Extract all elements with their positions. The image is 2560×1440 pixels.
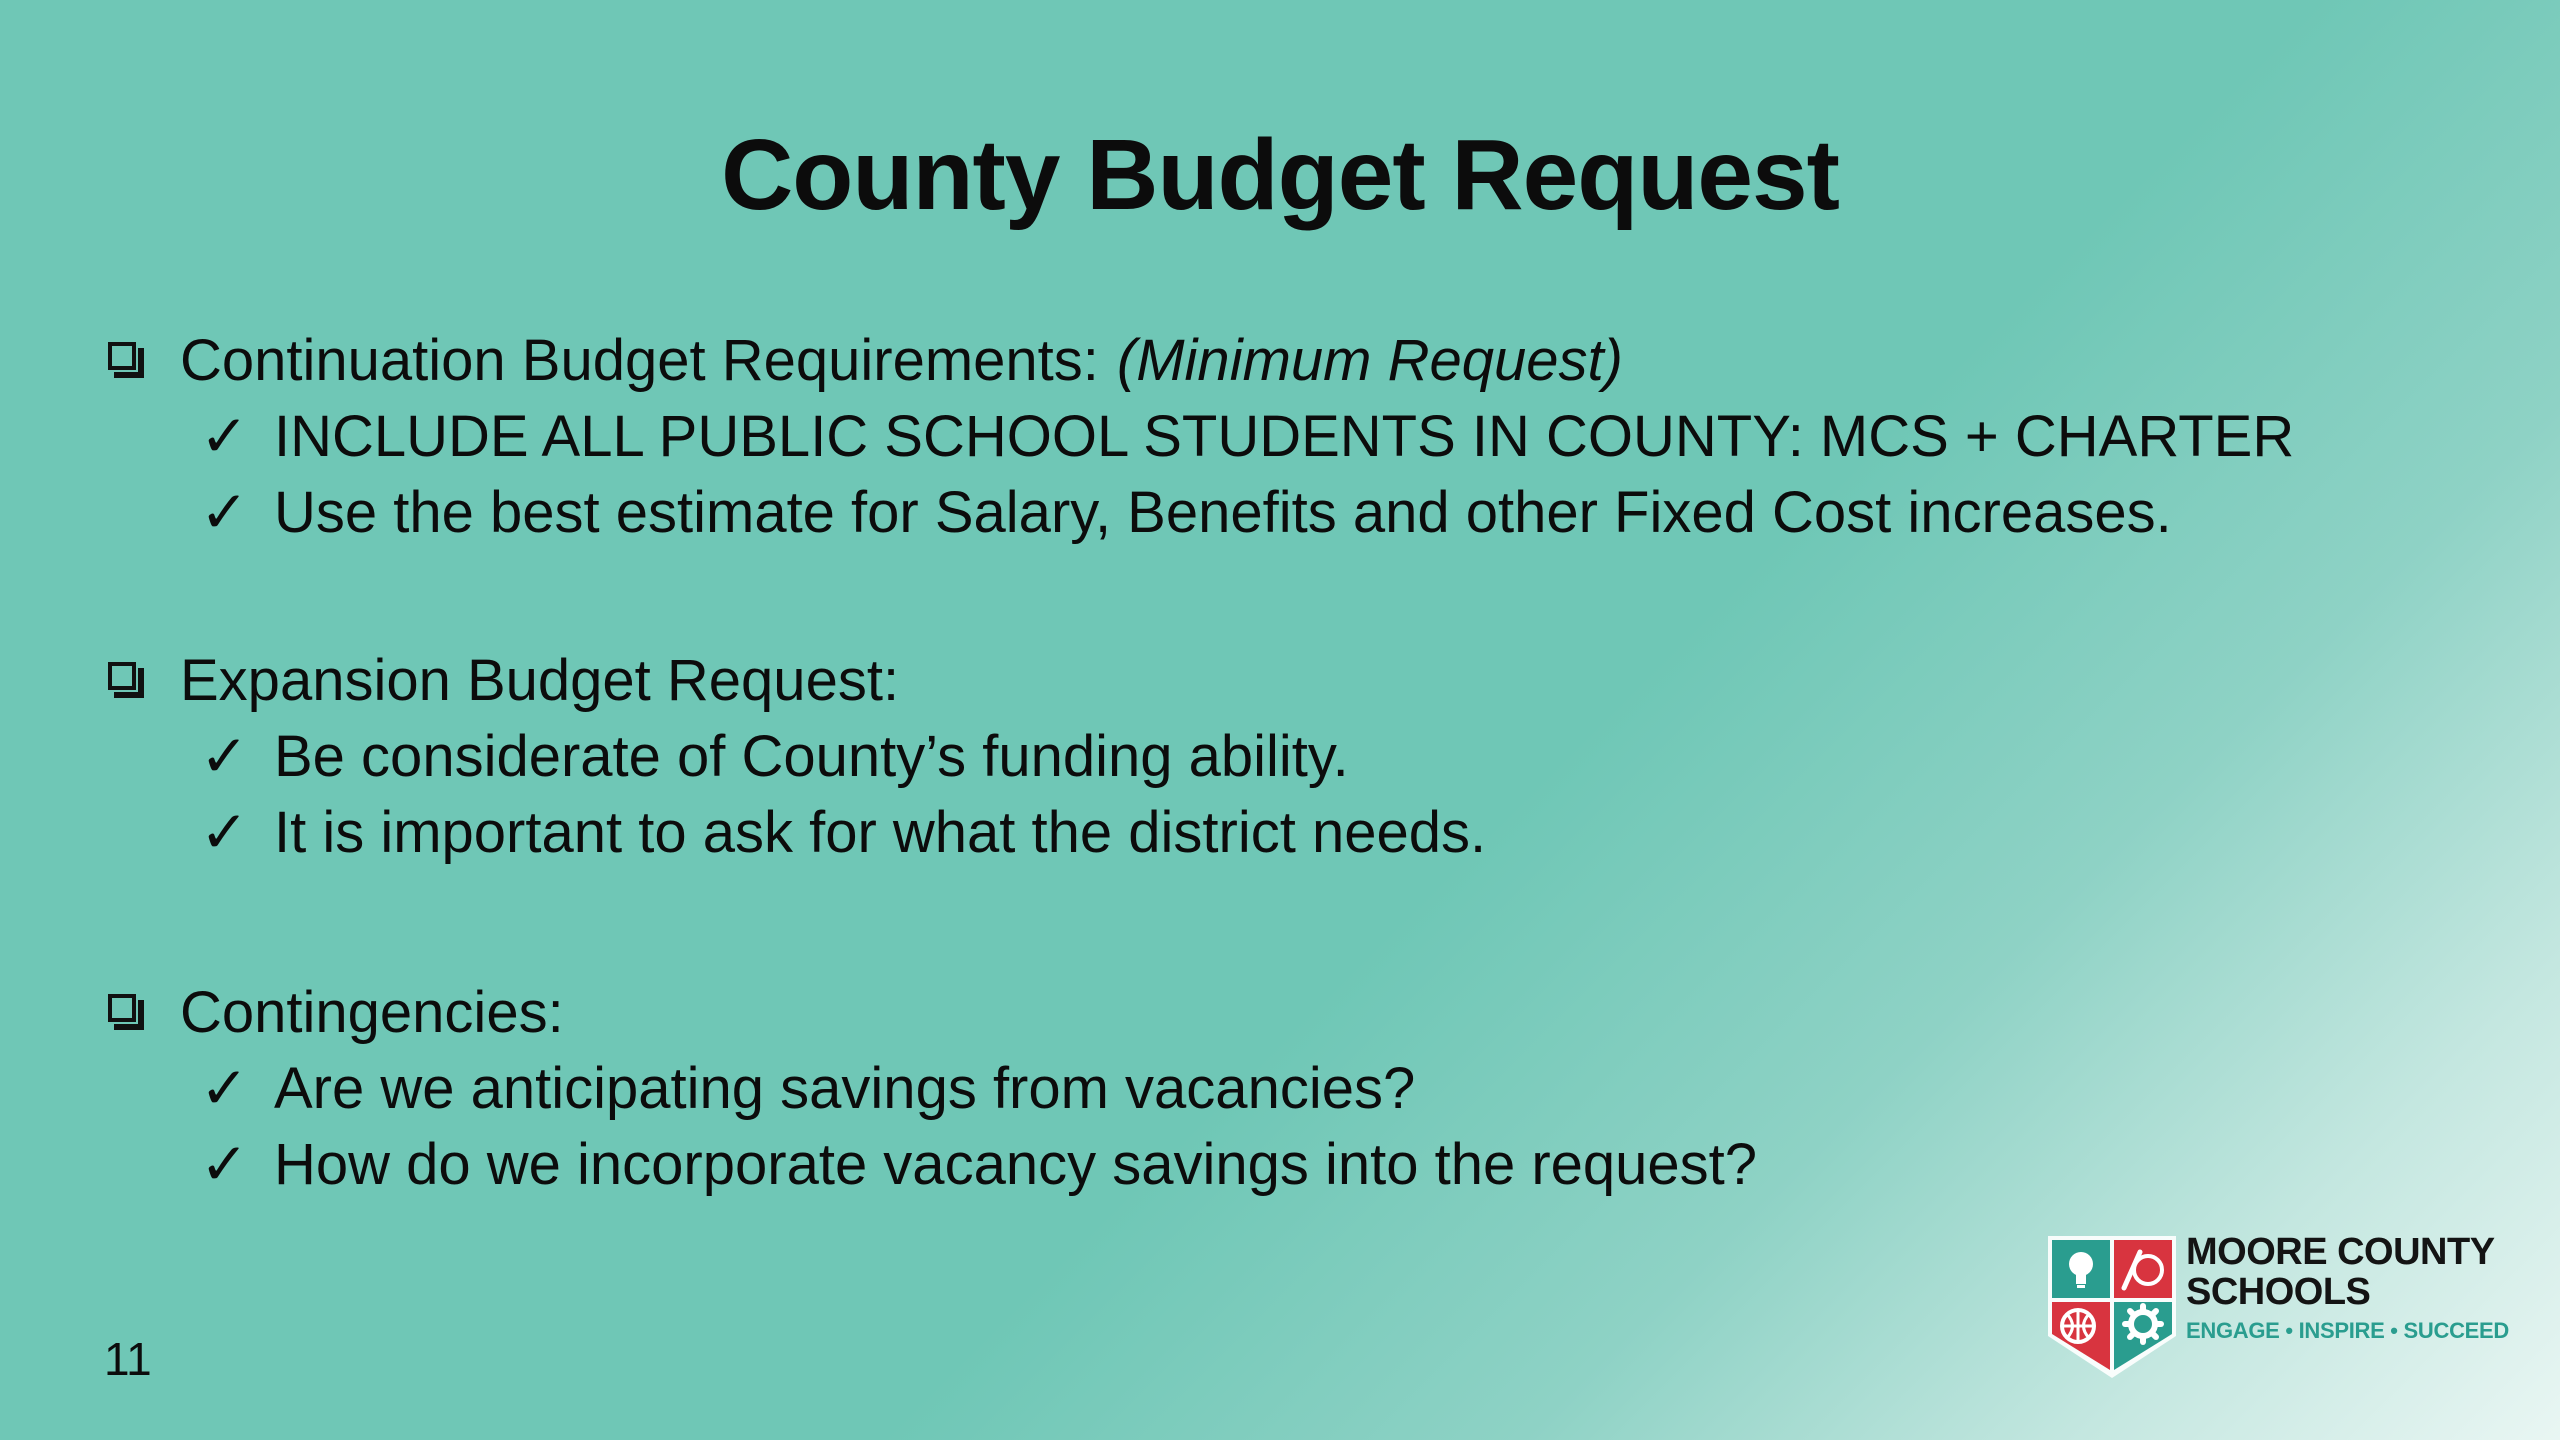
list-item-text: Use the best estimate for Salary, Benefits and other Fixed Cost increases.	[274, 479, 2172, 545]
shield-logo-icon	[2044, 1232, 2180, 1382]
list-item-text: How do we incorporate vacancy savings into the request?	[274, 1131, 1758, 1197]
section-heading: Expansion Budget Request:	[180, 647, 900, 713]
section-heading-row	[108, 974, 2488, 1050]
section-heading: Contingencies:	[180, 979, 564, 1045]
checkmark-icon: ✓	[200, 722, 249, 790]
logo-text	[2186, 1232, 2526, 1344]
checkmark-icon: ✓	[200, 798, 249, 866]
slide-title: County Budget Request	[721, 119, 1839, 231]
list-item	[108, 474, 2488, 550]
checkmark-icon: ✓	[200, 402, 249, 470]
logo-line2: SCHOOLS	[2186, 1271, 2371, 1313]
list-item	[108, 1126, 2488, 1202]
section-continuation	[108, 322, 2488, 550]
list-item-text: Are we anticipating savings from vacancies?	[274, 1055, 1416, 1121]
section-contingencies	[108, 974, 2488, 1202]
school-logo	[2044, 1232, 2524, 1382]
list-item	[108, 398, 2488, 474]
checkbox-bullet-icon	[108, 994, 144, 1030]
checkbox-bullet-icon	[108, 662, 144, 698]
checkbox-bullet-icon	[108, 342, 144, 378]
list-item	[108, 718, 2488, 794]
section-heading: Continuation Budget Requirements:	[180, 327, 1099, 393]
basketball-icon	[2062, 1310, 2094, 1342]
list-item	[108, 794, 2488, 870]
list-item-text: Be considerate of County’s funding ability.	[274, 723, 1349, 789]
list-item-text: INCLUDE ALL PUBLIC SCHOOL STUDENTS IN COUNTY: MCS + CHARTER	[274, 403, 2295, 469]
section-heading-row	[108, 322, 2488, 398]
checkmark-icon: ✓	[200, 1130, 249, 1198]
list-item	[108, 1050, 2488, 1126]
page-number: 11	[104, 1333, 152, 1385]
section-note: (Minimum Request)	[1116, 327, 1623, 393]
checkmark-icon: ✓	[200, 1054, 249, 1122]
checkmark-icon: ✓	[200, 478, 249, 546]
section-heading-row	[108, 642, 2488, 718]
section-expansion	[108, 642, 2488, 870]
logo-tagline: ENGAGE • INSPIRE • SUCCEED	[2186, 1318, 2509, 1343]
list-item-text: It is important to ask for what the district needs.	[274, 799, 1487, 865]
logo-line1: MOORE COUNTY	[2186, 1231, 2495, 1273]
